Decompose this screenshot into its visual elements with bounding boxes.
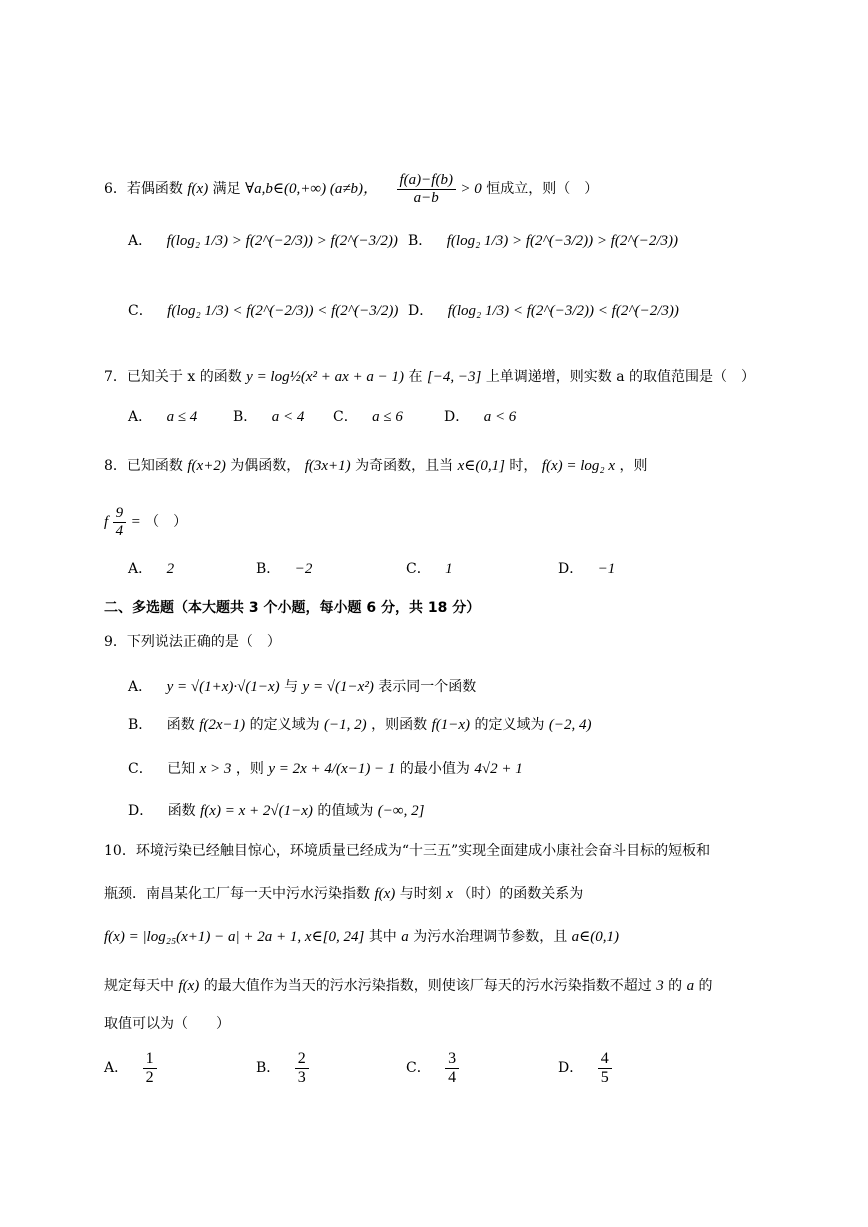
q8-text-when: 时， (509, 458, 538, 474)
option-text: 表示同一个函数 (378, 679, 477, 695)
q6-fraction-numerator: f(a)−f(b) (397, 172, 456, 190)
q10-option-c (406, 1050, 459, 1086)
question-8 (104, 455, 648, 475)
q10-math-formula: f(x) = |log₂₅(x+1) − a| + 2a + 1, x∈[0, 24] (104, 929, 365, 945)
question-6 (104, 172, 598, 206)
option-math: f(2x−1) (199, 717, 246, 733)
question-10-line-2 (104, 883, 583, 903)
fraction-denominator: 3 (297, 1068, 306, 1086)
question-10-line-5: 取值可以为（ ） (104, 1016, 230, 1032)
option-label: D． (558, 561, 584, 577)
option-label: A． (128, 679, 153, 695)
fraction-numerator: 4 (598, 1050, 612, 1069)
q6-math-gt0: > 0 (460, 181, 482, 197)
q7-option-c (333, 406, 403, 426)
q8-fraction (113, 505, 127, 539)
q6-option-c (128, 300, 398, 320)
fraction-numerator: 1 (143, 1050, 157, 1069)
option-text: ，则 (235, 761, 264, 777)
fraction-numerator: 3 (445, 1050, 459, 1069)
q10-text: （时）的函数关系为 (457, 886, 584, 902)
option-label: C． (333, 409, 358, 425)
q7-math-func: y = log½(x² + ax + a − 1) (246, 369, 405, 385)
q8-fraction-denominator: 4 (115, 522, 124, 539)
option-label: A． (128, 233, 153, 249)
option-text: ，则函数 (371, 717, 428, 733)
option-fraction (598, 1050, 612, 1086)
fraction-denominator: 2 (145, 1068, 154, 1086)
q10-math-three: 3 (656, 978, 664, 994)
option-text: 1 (445, 561, 453, 577)
q10-option-d (558, 1050, 612, 1086)
q9-option-c (128, 758, 523, 778)
q8-text-odd: 为奇函数，且当 (355, 458, 454, 474)
q10-text: 规定每天中 (104, 978, 174, 994)
q10-option-b (256, 1050, 309, 1086)
option-text: f(log₂ 1/3) > f(2^(−3/2)) > f(2^(−2/3)) (446, 233, 678, 249)
q9-option-b (128, 714, 592, 734)
q8-math-f1: f(x+2) (187, 458, 226, 474)
q7-text-suffix: 上单调递增，则实数 a 的取值范围是（ ） (485, 369, 756, 385)
q7-math-interval: [−4, −3] (426, 369, 482, 385)
q7-option-a (128, 406, 197, 426)
q6-option-a (128, 230, 398, 250)
q6-fraction-denominator: a−b (413, 189, 439, 206)
fraction-denominator: 4 (448, 1068, 457, 1086)
option-math: (−1, 2) (324, 717, 367, 733)
option-math: y = 2x + 4/(x−1) − 1 (268, 761, 396, 777)
option-math: (−∞, 2] (377, 803, 425, 819)
option-text: f(log₂ 1/3) > f(2^(−2/3)) > f(2^(−3/2)) (166, 233, 398, 249)
q9-option-d (128, 800, 424, 820)
q7-option-b (233, 406, 304, 426)
fraction-numerator: 2 (295, 1050, 309, 1069)
q8-text-paren: （ ） (145, 514, 188, 530)
option-label: D． (558, 1060, 584, 1077)
q8-math-cond: x∈(0,1] (457, 458, 505, 474)
option-label: A． (128, 409, 153, 425)
option-math: y = √(1+x)·√(1−x) (166, 679, 280, 695)
q8-math-f2: f(3x+1) (304, 458, 351, 474)
option-text: 已知 (167, 761, 196, 777)
option-label: B． (128, 717, 153, 733)
question-10-line-1: 10．环境污染已经触目惊心，环境质量已经成为“十三五”实现全面建成小康社会奋斗目标的短板和 (104, 843, 711, 859)
option-fraction (143, 1050, 157, 1086)
question-10-line-4 (104, 975, 713, 995)
q8-math-f-prefix: f (104, 514, 109, 530)
q10-math-a: a (401, 929, 409, 945)
q8-text-even: 为偶函数， (230, 458, 301, 474)
option-label: D． (408, 303, 434, 319)
option-text: 与 (284, 679, 299, 695)
section-heading-multiple-choice: 二、多选题（本大题共 3 个小题，每小题 6 分，共 18 分） (104, 600, 481, 616)
q10-math-fx: f(x) (374, 886, 396, 902)
q8-text-then: ，则 (619, 458, 648, 474)
q10-math-a-range: a∈(0,1) (571, 929, 620, 945)
option-label: A． (104, 1060, 129, 1077)
q8-fraction-numerator: 9 (113, 505, 127, 523)
q10-text: 为污水治理调节参数，且 (413, 929, 568, 945)
q8-math-f3: f(x) = log₂ x (541, 458, 616, 474)
option-text: 的定义域为 (474, 717, 545, 733)
option-text: −2 (294, 561, 313, 577)
q6-text-suffix: 恒成立，则（ ） (486, 181, 599, 197)
option-label: D． (128, 803, 154, 819)
option-text: a < 4 (271, 409, 305, 425)
q7-option-d (444, 406, 516, 426)
option-math: (−2, 4) (548, 717, 592, 733)
question-7 (104, 366, 755, 386)
option-math: f(x) = x + 2√(1−x) (200, 803, 313, 819)
option-math: y = √(1−x²) (302, 679, 374, 695)
option-label: C． (406, 1060, 431, 1077)
option-label: B． (256, 561, 281, 577)
option-label: C． (128, 303, 153, 319)
option-math: x > 3 (199, 761, 232, 777)
option-text: −1 (597, 561, 616, 577)
q10-text: 其中 (368, 929, 397, 945)
option-text: f(log₂ 1/3) < f(2^(−3/2)) < f(2^(−2/3)) (447, 303, 679, 319)
option-text: a ≤ 4 (166, 409, 198, 425)
q10-math-x: x (446, 886, 453, 902)
q10-text: 的 (668, 978, 683, 994)
option-label: B． (233, 409, 258, 425)
q6-option-d (408, 300, 679, 320)
option-label: D． (444, 409, 470, 425)
option-math: 4√2 + 1 (474, 761, 523, 777)
q7-text-prefix: 7．已知关于 x 的函数 (104, 369, 242, 385)
q6-option-b (408, 230, 678, 250)
option-text: a < 6 (483, 409, 517, 425)
q10-math-a: a (686, 978, 695, 994)
option-text: 函数 (166, 717, 195, 733)
option-fraction (295, 1050, 309, 1086)
q8-text-prefix: 8．已知函数 (104, 458, 183, 474)
option-text: 的最小值为 (399, 761, 470, 777)
option-text: 2 (166, 561, 175, 577)
option-label: B． (256, 1060, 281, 1077)
q10-option-a (104, 1050, 157, 1086)
q9-option-a (128, 676, 476, 696)
question-10-line-3 (104, 926, 619, 946)
q10-text: 的最大值作为当天的污水污染指数，则使该厂每天的污水污染指数不超过 (203, 978, 652, 994)
option-fraction (445, 1050, 459, 1086)
q10-text: 的 (698, 978, 713, 994)
q8-option-d (558, 558, 615, 578)
option-label: A． (128, 561, 153, 577)
q8-second-line (104, 505, 187, 539)
q6-text-prefix: 6．若偶函数 (104, 181, 183, 197)
fraction-denominator: 5 (600, 1068, 609, 1086)
option-label: C． (406, 561, 431, 577)
option-label: C． (128, 761, 153, 777)
q8-option-a (128, 558, 174, 578)
option-text: a ≤ 6 (372, 409, 403, 425)
option-text: 的值域为 (317, 803, 374, 819)
option-text: 函数 (167, 803, 196, 819)
q6-fraction (397, 172, 456, 206)
q6-math-fx: f(x) (187, 181, 209, 197)
q6-math-domain: ∀a,b∈(0,+∞) (a≠b)， (245, 181, 379, 197)
q10-text: 瓶颈．南昌某化工厂每一天中污水污染指数 (104, 886, 370, 902)
option-text: f(log₂ 1/3) < f(2^(−2/3)) < f(2^(−3/2)) (167, 303, 399, 319)
option-math: f(1−x) (431, 717, 471, 733)
q10-math-fx: f(x) (178, 978, 200, 994)
option-text: 的定义域为 (249, 717, 320, 733)
q8-math-eq: = (130, 514, 141, 530)
q7-text-in: 在 (408, 369, 423, 385)
q8-option-c (406, 558, 453, 578)
q8-option-b (256, 558, 312, 578)
q9-text-stem: 9．下列说法正确的是（ ） (104, 634, 281, 650)
q10-text: 与时刻 (399, 886, 442, 902)
q6-text-satisfy: 满足 (212, 181, 241, 197)
question-9 (104, 631, 281, 651)
option-label: B． (408, 233, 433, 249)
